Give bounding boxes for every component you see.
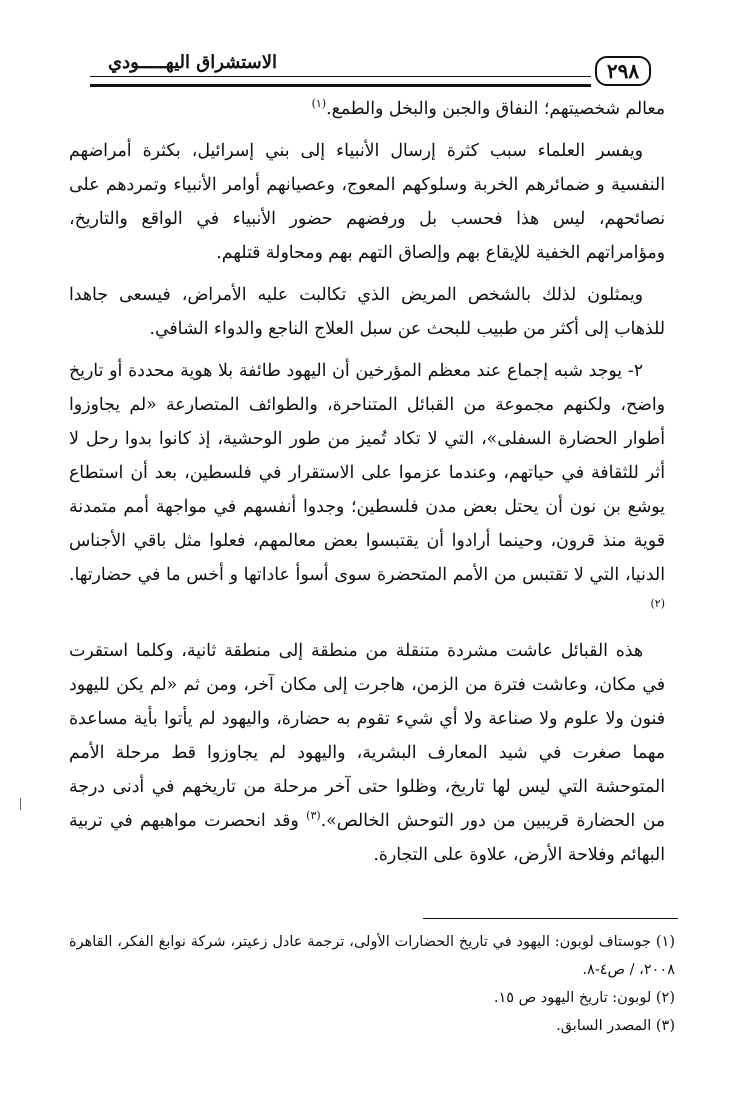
paragraph — [69, 634, 665, 872]
margin-mark — [20, 798, 21, 810]
paragraph-text: ٢- يوجد شبه إجماع عند معظم المؤرخين أن اليهود طائفة بلا هوية محددة أو تاريخ واضح، ولكنهم مجموعة من القبائل المتناحرة، والطوائف المتصارعة «لم يجاوزوا أطوار الحضارة السفلى»، التي لا تكاد تُميز من طور الوحشية، إذ كانوا بدوا رحل لا أثر للثقافة في حياتهم، وعندما عزموا على الاستقرار في فلسطين، بعد أن استطاع يوشع بن نون أن يحتل بعض مدن فلسطين؛ وجدوا أنفسهم في مواجهة أمم متمدنة قوية منذ قرون، وحينما أرادوا أن يقتبسوا بعض معالمهم، فعلوا مثل باقي الأجناس الدنيا، التي لا تقتبس من الأمم المتحضرة سوى أسوأ عاداتها و أخس ما في حضارتها. — [69, 361, 665, 585]
footnote: (٣) المصدر السابق. — [556, 1018, 675, 1034]
paragraph: ويفسر العلماء سبب كثرة إرسال الأنبياء إلى بني إسرائيل، بكثرة أمراضهم النفسية و ضمائرهم الخربة وسلوكهم المعوج، وعصيانهم أوامر الأنبياء وتمردهم على نصائحهم، ليس هذا فحسب بل ورفضهم حضور الأنبياء في الواقع والتاريخ، ومؤامراتهم الخفية للإيقاع بهم وإلصاق التهم بهم ومحاولة قتلهم. — [69, 141, 665, 263]
footnote-separator — [423, 918, 678, 919]
header-rule-thin — [90, 76, 591, 77]
main-text — [69, 92, 665, 880]
footnote-ref: (١) — [311, 97, 327, 111]
running-title: الاستشراق اليهـــــودي — [102, 52, 283, 73]
footnote-ref: (٢) — [650, 597, 665, 611]
paragraph-text: هذه القبائل عاشت مشردة متنقلة من منطقة إلى منطقة ثانية، وكلما استقرت في مكان، وعاشت فترة من الزمن، هاجرت إلى مكان آخر، ومن ثم «لم يكن لليهود فنون ولا علوم ولا صناعة ولا أي شيء تقوم به حضارة، واليهود لم يأتوا بأية مساعدة مهما صغرت في شيد المعارف البشرية، واليهود لم يجاوزوا قط مرحلة الأمم المتوحشة التي ليس لها تاريخ، وظلوا حتى آخر مرحلة من تاريخهم في أدنى درجة من الحضارة قريبين من دور التوحش الخالص». — [69, 641, 666, 831]
paragraph-text: معالم شخصيتهم؛ النفاق والجبن والبخل والطمع. — [326, 99, 665, 119]
paragraph — [69, 92, 665, 126]
footnotes — [69, 928, 675, 1040]
footnote-ref: (٣) — [306, 809, 321, 823]
page-header — [90, 48, 651, 88]
page-number: ٢٩٨ — [595, 56, 651, 86]
paragraph — [69, 354, 665, 626]
paragraph-text: وقد انحصرت مواهبهم في تربية البهائم وفلاحة الأرض، علاوة على التجارة. — [69, 811, 665, 865]
footnote: (١) جوستاف لوبون: اليهود في تاريخ الحضارات الأولى، ترجمة عادل زعيتر، شركة نوابغ الفكر، القاهرة ٢٠٠٨، / ص٤-٨. — [69, 934, 675, 978]
header-rule-thick — [90, 84, 591, 87]
footnote: (٢) لوبون: تاريخ اليهود ص ١٥. — [493, 990, 675, 1006]
paragraph: ويمثلون لذلك بالشخص المريض الذي تكالبت عليه الأمراض، فيسعى جاهدا للذهاب إلى أكثر من طبيب للبحث عن سبل العلاج الناجع والدواء الشافي. — [69, 285, 665, 339]
